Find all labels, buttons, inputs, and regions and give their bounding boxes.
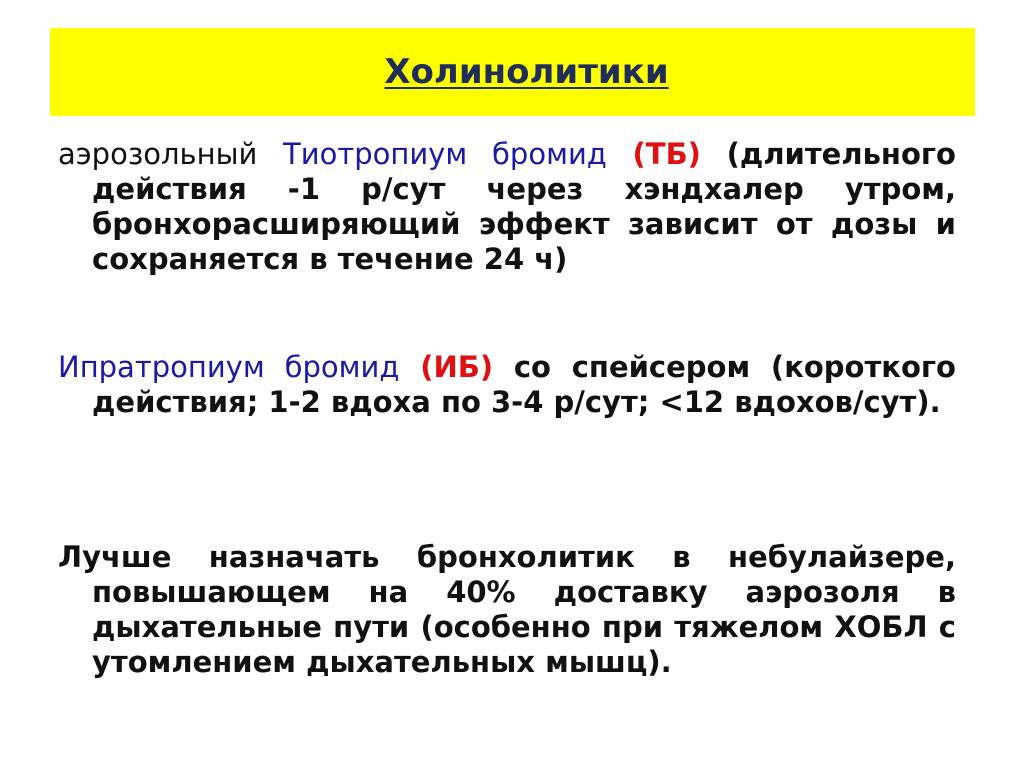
slide-title: Холинолитики bbox=[384, 52, 669, 92]
p2-abbreviation: (ИБ) bbox=[420, 350, 494, 384]
p1-abbreviation: (ТБ) bbox=[632, 137, 701, 171]
title-bar bbox=[50, 28, 975, 116]
paragraph-ipratropium bbox=[58, 350, 956, 420]
p1-lead: аэрозольный bbox=[58, 137, 258, 171]
p3-text: Лучше назначать бронхолитик в небулайзере, повышающем на 40% доставку аэрозоля в дыхательные пути (особенно при тяжелом ХОБЛ с утомлением дыхательных мышц). bbox=[58, 540, 956, 679]
p1-drug-name: Тиотропиум бромид bbox=[283, 137, 607, 171]
p1-description: (длительного действия -1 р/сут через хэндхалер утром, бронхорасширяющий эффект зависит от дозы и сохраняется в течение 24 ч) bbox=[92, 137, 956, 276]
p2-drug-name: Ипратропиум бромид bbox=[58, 350, 400, 384]
paragraph-nebulizer bbox=[58, 540, 956, 680]
paragraph-tiotropium bbox=[58, 137, 956, 277]
p2-description: со спейсером (короткого действия; 1-2 вдоха по 3-4 р/сут; <12 вдохов/сут). bbox=[92, 350, 956, 419]
